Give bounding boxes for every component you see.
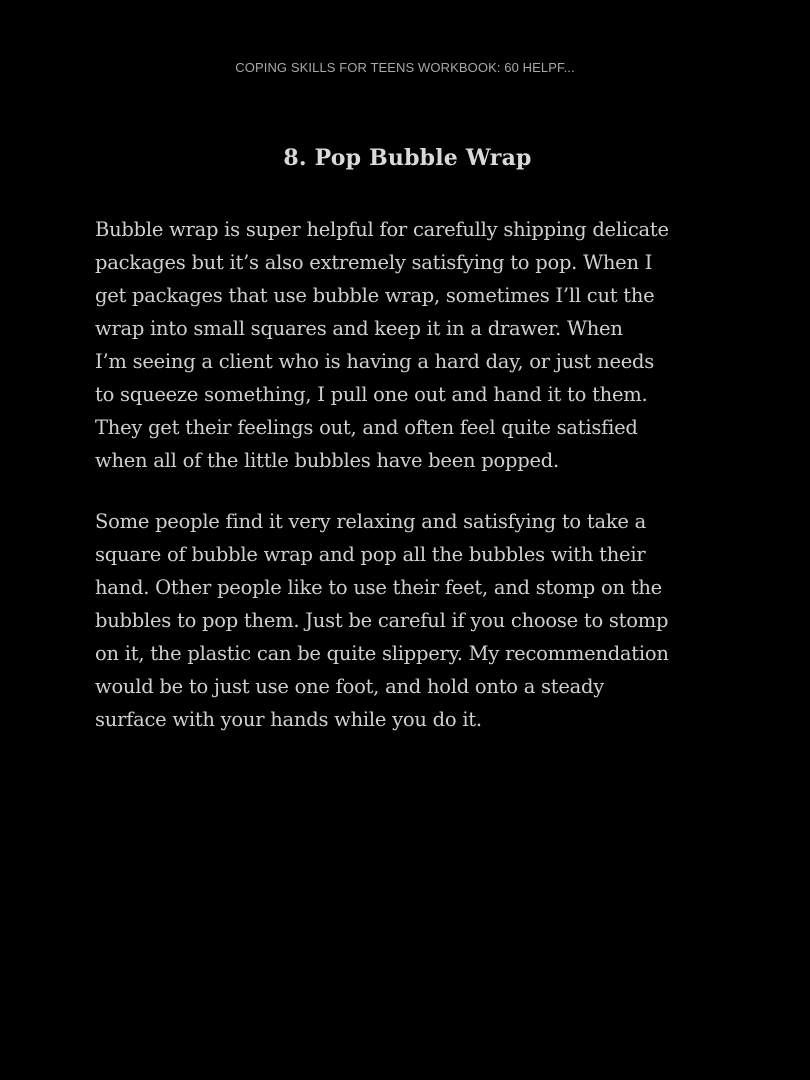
text-line: They get their feelings out, and often feel quite satisfied	[95, 416, 638, 439]
text-line: Some people find it very relaxing and satisfying to take a	[95, 510, 647, 533]
text-line: I’m seeing a client who is having a hard day, or just needs	[95, 350, 655, 373]
text-line: hand. Other people like to use their feet, and stomp on the	[95, 576, 662, 599]
text-line: wrap into small squares and keep it in a drawer. When	[95, 317, 623, 340]
text-line: to squeeze something, I pull one out and hand it to them.	[95, 383, 648, 406]
text-line: get packages that use bubble wrap, sometimes I’ll cut the	[95, 284, 655, 307]
chapter-title: 8. Pop Bubble Wrap	[283, 145, 532, 171]
page-content	[95, 140, 720, 736]
book-title-header[interactable]: COPING SKILLS FOR TEENS WORKBOOK: 60 HELPF...	[235, 60, 575, 75]
body-paragraph	[95, 505, 720, 736]
text-line: surface with your hands while you do it.	[95, 708, 482, 731]
text-line: on it, the plastic can be quite slippery. My recommendation	[95, 642, 669, 665]
body-paragraph	[95, 213, 720, 477]
text-line: Bubble wrap is super helpful for carefully shipping delicate	[95, 218, 669, 241]
text-line: bubbles to pop them. Just be careful if you choose to stomp	[95, 609, 669, 632]
text-line: would be to just use one foot, and hold onto a steady	[95, 675, 605, 698]
text-line: square of bubble wrap and pop all the bubbles with their	[95, 543, 646, 566]
text-line: when all of the little bubbles have been popped.	[95, 449, 559, 472]
text-line: packages but it’s also extremely satisfying to pop. When I	[95, 251, 653, 274]
